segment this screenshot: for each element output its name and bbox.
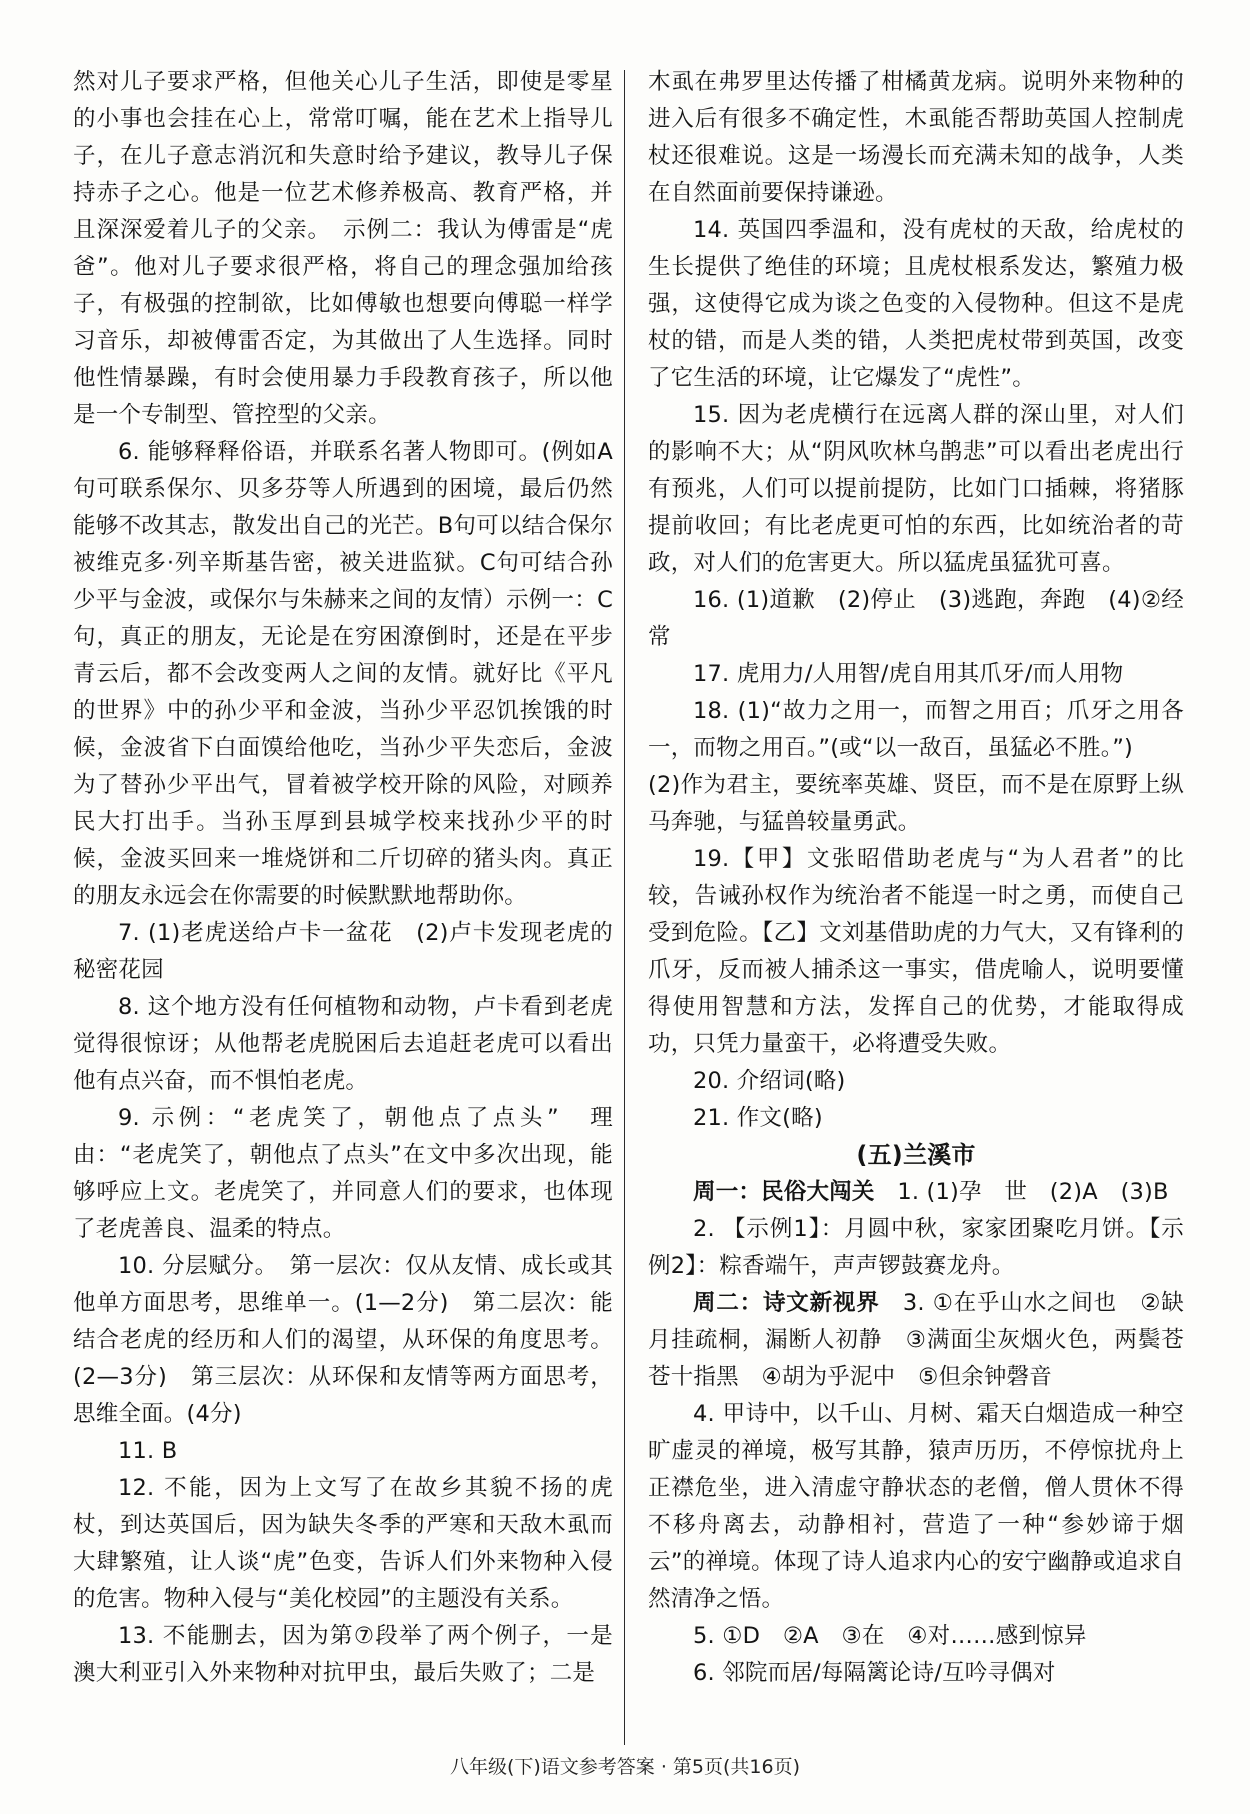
answer-1-text: 1. (1)孕 世 (2)A (3)B bbox=[897, 1179, 1169, 1205]
section-heading: (五)兰溪市 bbox=[856, 1141, 976, 1169]
column-divider bbox=[624, 70, 625, 1745]
answer-16: 16. (1)道歉 (2)停止 (3)逃跑，奔跑 (4)②经常 bbox=[648, 587, 1184, 650]
section-label: 周一：民俗大闯关 bbox=[693, 1179, 875, 1205]
answer-20: 20. 介绍词(略) bbox=[693, 1068, 846, 1094]
answer-14: 14. 英国四季温和，没有虎杖的天敌，给虎杖的生长提供了绝佳的环境；且虎杖根系发达，繁殖力极强，这使得它成为谈之色变的入侵物种。但这不是虎杖的错，而是人类的错，人类把虎杖带到英国，改变了它生活的环境，让它爆发了“虎性”。 bbox=[648, 217, 1184, 391]
answer-1 bbox=[648, 1174, 1184, 1211]
answer-17: 17. 虎用力/人用智/虎自用其爪牙/而人用物 bbox=[693, 661, 1124, 687]
answer-8: 8. 这个地方没有任何植物和动物，卢卡看到老虎觉得很惊讶；从他帮老虎脱困后去追赶老虎可以看出他有点兴奋，而不惧怕老虎。 bbox=[73, 994, 613, 1094]
answer-7: 7. (1)老虎送给卢卡一盆花 (2)卢卡发现老虎的秘密花园 bbox=[73, 920, 613, 983]
answer-12: 12. 不能，因为上文写了在故乡其貌不扬的虎杖，到达英国后，因为缺失冬季的严寒和天敌木虱而大肆繁殖，让人谈“虎”色变，告诉人们外来物种入侵的危害。物种入侵与“美化校园”的主题没有关系。 bbox=[73, 1475, 613, 1612]
answer-4: 4. 甲诗中，以千山、月树、霜天白烟造成一种空旷虚灵的禅境，极写其静，猿声历历，不停惊扰舟上正襟危坐，进入清虚守静状态的老僧，僧人贯休不得不移舟离去，动静相衬，营造了一种“参妙谛于烟云”的禅境。体现了诗人追求内心的安宁幽静或追求自然清净之悟。 bbox=[648, 1401, 1184, 1612]
left-column bbox=[73, 64, 613, 1692]
answer-3-text: 3. ①在乎山水之间也 ②缺月挂疏桐，漏断人初静 ③满面尘灰烟火色，两鬓苍苍十指黑 ④胡为乎泥中 ⑤但余钟磬音 bbox=[648, 1290, 1184, 1390]
answer-2: 2. 【示例1】：月圆中秋，家家团聚吃月饼。【示例2】：粽香端午，声声锣鼓赛龙舟。 bbox=[648, 1216, 1184, 1279]
answer-6: 6. 能够释释俗语，并联系名著人物即可。(例如A句可联系保尔、贝多芬等人所遇到的困境，最后仍然能够不改其志，散发出自己的光芒。B句可以结合保尔被维克多·列辛斯基告密，被关进监狱。C句可结合孙少平与金波，或保尔与朱赫来之间的友情）示例一：C句，真正的朋友，无论是在穷困潦倒时，还是在平步青云后，都不会改变两人之间的友情。就好比《平凡的世界》中的孙少平和金波，当孙少平忍饥挨饿的时候，金波省下白面馍给他吃，当孙少平失恋后，金波为了替孙少平出气，冒着被学校开除的风险，对顾养民大打出手。当孙玉厚到县城学校来找孙少平的时候，金波买回来一堆烧饼和二斤切碎的猪头肉。真正的朋友永远会在你需要的时候默默地帮助你。 bbox=[73, 439, 613, 909]
answer-19: 19.【甲】文张昭借助老虎与“为人君者”的比较，告诫孙权作为统治者不能逞一时之勇，而使自己受到危险。【乙】文刘基借助虎的力气大，又有锋利的爪牙，反而被人捕杀这一事实，借虎喻人，说明要懂得使用智慧和方法，发挥自己的优势，才能取得成功，只凭力量蛮干，必将遭受失败。 bbox=[648, 846, 1184, 1057]
answer-5: 5. ①D ②A ③在 ④对……感到惊异 bbox=[693, 1623, 1087, 1649]
answer-13: 13. 不能删去，因为第⑦段举了两个例子，一是澳大利亚引入外来物种对抗甲虫，最后失败了；二是 bbox=[73, 1623, 613, 1686]
answer-paragraph: 然对儿子要求严格，但他关心儿子生活，即使是零星的小事也会挂在心上，常常叮嘱，能在艺术上指导儿子，在儿子意志消沉和失意时给予建议，教导儿子保持赤子之心。他是一位艺术修养极高、教育严格，并且深深爱着儿子的父亲。 示例二：我认为傅雷是“虎爸”。他对儿子要求很严格，将自己的理念强加给孩子，有极强的控制欲，比如傅敏也想要向傅聪一样学习音乐，却被傅雷否定，为其做出了人生选择。同时他性情暴躁，有时会使用暴力手段教育孩子，所以他是一个专制型、管控型的父亲。 bbox=[73, 69, 613, 428]
answer-9: 9. 示例：“老虎笑了，朝他点了点头” 理由：“老虎笑了，朝他点了点头”在文中多次出现，能够呼应上文。老虎笑了，并同意人们的要求，也体现了老虎善良、温柔的特点。 bbox=[73, 1105, 613, 1242]
answer-10: 10. 分层赋分。 第一层次：仅从友情、成长或其他单方面思考，思维单一。(1—2分) 第二层次：能结合老虎的经历和人们的渴望，从环保的角度思考。(2—3分) 第三层次：从环保和友情等两方面思考，思维全面。(4分) bbox=[73, 1253, 613, 1427]
answer-18-1: 18. (1)“故力之用一，而智之用百；爪牙之用各一，而物之用百。”(或“以一敌百，虽猛必不胜。”) bbox=[648, 698, 1184, 761]
answer-3 bbox=[648, 1285, 1184, 1396]
page-footer: 八年级(下)语文参考答案 · 第5页(共16页) bbox=[449, 1756, 801, 1778]
answer-13-continued: 木虱在弗罗里达传播了柑橘黄龙病。说明外来物种的进入后有很多不确定性，木虱能否帮助英国人控制虎杖还很难说。这是一场漫长而充满未知的战争，人类在自然面前要保持谦逊。 bbox=[648, 69, 1184, 206]
answer-11: 11. B bbox=[118, 1438, 178, 1464]
answer-15: 15. 因为老虎横行在远离人群的深山里，对人们的影响不大；从“阴风吹林乌鹊悲”可以看出老虎出行有预兆，人们可以提前提防，比如门口插棘，将猪豚提前收回；有比老虎更可怕的东西，比如统治者的苛政，对人们的危害更大。所以猛虎虽猛犹可喜。 bbox=[648, 402, 1184, 576]
answer-21: 21. 作文(略) bbox=[693, 1105, 823, 1131]
answer-6b: 6. 邻院而居/每隔篱论诗/互吟寻偶对 bbox=[693, 1660, 1056, 1686]
answer-18-2: (2)作为君主，要统率英雄、贤臣，而不是在原野上纵马奔驰，与猛兽较量勇武。 bbox=[648, 772, 1184, 835]
right-column bbox=[648, 64, 1184, 1692]
section-label: 周二：诗文新视界 bbox=[693, 1290, 880, 1316]
